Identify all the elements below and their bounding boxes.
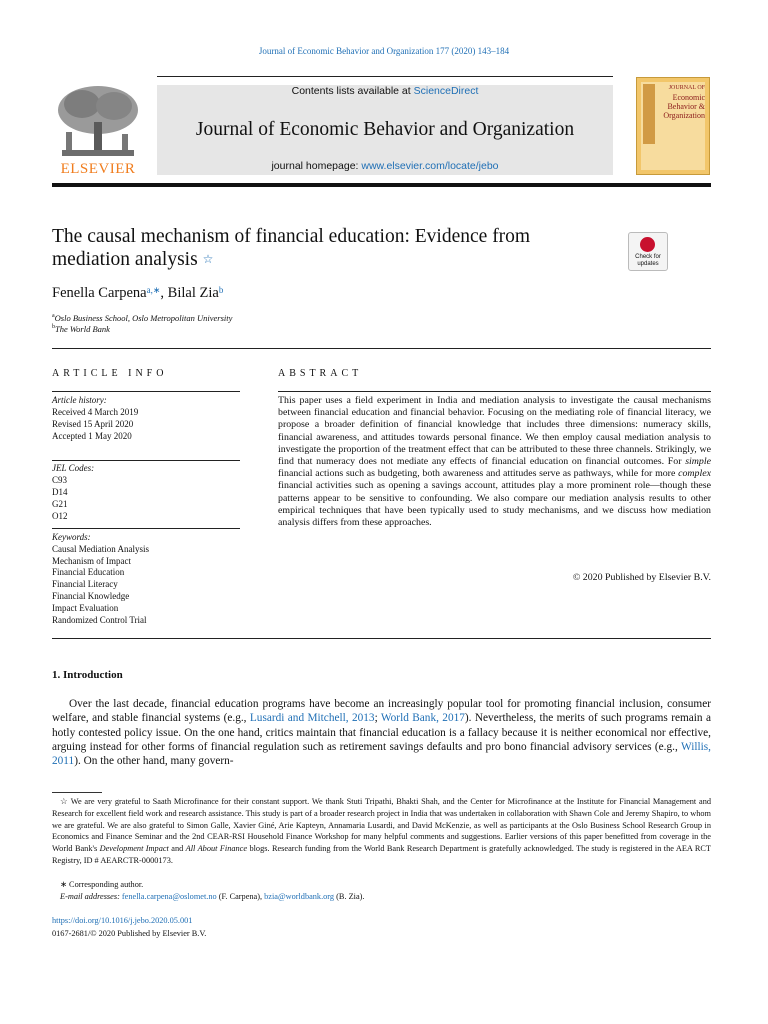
affiliation-b xyxy=(52,324,110,334)
issn-line: 0167-2681/© 2020 Published by Elsevier B.V. xyxy=(52,929,207,938)
abstract-copyright: © 2020 Published by Elsevier B.V. xyxy=(572,572,711,583)
jel-code: C93 xyxy=(52,475,68,485)
affiliation-mark: b xyxy=(52,324,55,330)
homepage-line xyxy=(157,160,613,172)
footnote-text: Corresponding author. xyxy=(69,880,144,889)
info-rule xyxy=(52,528,240,529)
intro-text: ; xyxy=(374,712,378,725)
contents-prefix: Contents lists available at xyxy=(291,85,411,97)
footnote-text: and xyxy=(171,844,184,854)
cover-line: Organization xyxy=(663,111,705,120)
keyword: Impact Evaluation xyxy=(52,602,119,613)
keyword: Financial Literacy xyxy=(52,579,118,590)
footnote-rule xyxy=(52,792,102,793)
check-for-updates-badge[interactable] xyxy=(628,232,668,271)
jel-codes xyxy=(52,462,242,522)
article-title xyxy=(52,225,612,271)
section-rule xyxy=(52,638,711,639)
email-owner: (F. Carpena), xyxy=(218,892,263,901)
corresponding-author-note xyxy=(60,879,143,889)
article-info-heading: ARTICLE INFO xyxy=(52,368,168,379)
sciencedirect-link[interactable]: ScienceDirect xyxy=(413,85,479,97)
author-name[interactable]: Bilal Zia xyxy=(167,285,219,301)
doi-link[interactable]: https://doi.org/10.1016/j.jebo.2020.05.001 xyxy=(52,916,193,925)
title-footnote-mark[interactable]: ☆ xyxy=(202,252,214,266)
cover-title xyxy=(645,84,705,120)
section-heading-introduction: 1. Introduction xyxy=(52,669,123,681)
author-name[interactable]: Fenella Carpena xyxy=(52,285,147,301)
acknowledgement-footnote xyxy=(52,796,711,867)
abstract-part: This paper uses a field experiment in India and mediation analysis to investigate the causal mechanisms between financial education and financial behavior. Focusing on the mediating role of financial literacy, we propose a broader definition of financial knowledge that includes three dimensions: numeracy skills, financial awareness, and attitudes towards personal finance. We then employ causal mediation analysis to investigate the proportion of the treatment effect that can be attributed to these three channels. Strikingly, we find that numeracy does not mediate any effects of financial education on financial outcomes. For xyxy=(278,395,711,468)
journal-homepage-link[interactable]: www.elsevier.com/locate/jebo xyxy=(361,160,499,172)
affiliation-text: The World Bank xyxy=(55,324,110,334)
cover-line: Economic xyxy=(672,93,705,102)
jel-code: D14 xyxy=(52,487,68,497)
elsevier-wordmark: ELSEVIER xyxy=(60,161,136,177)
jel-code: G21 xyxy=(52,499,68,509)
contents-line xyxy=(157,85,613,97)
author-affiliation-mark[interactable]: a,∗ xyxy=(146,285,161,295)
journal-title: Journal of Economic Behavior and Organization xyxy=(195,119,575,140)
author-list: Fenella Carpena$^{a,∗}$, Bilal Zia$^b$ xyxy=(52,285,224,301)
abstract-part: financial actions such as budgeting, both awareness and attitudes serve as pathways, while for more xyxy=(278,468,676,480)
keyword: Mechanism of Impact xyxy=(52,555,131,566)
footnote-text: blogs. Research funding from the World Bank Research Department is gratefully acknowledged. The study is registered in the AEA RCT Registry, ID # AEARCTR-0000173. xyxy=(52,844,712,865)
email-link[interactable]: bzia@worldbank.org xyxy=(264,892,335,901)
citation-link[interactable]: Lusardi and Mitchell, 2013 xyxy=(249,712,375,725)
elsevier-tree-icon xyxy=(52,82,144,160)
keyword: Financial Education xyxy=(52,567,125,578)
header-bottom-rule xyxy=(52,183,711,187)
cover-line: JOURNAL OF xyxy=(668,85,705,91)
intro-text: ). On the other hand, many govern- xyxy=(74,755,234,768)
affiliation-mark: a xyxy=(52,313,55,319)
journal-citation-header[interactable]: Journal of Economic Behavior and Organization 177 (2020) 143–184 xyxy=(258,46,510,56)
history-item: Accepted 1 May 2020 xyxy=(52,431,132,441)
history-label: Article history: xyxy=(52,395,107,405)
section-rule xyxy=(52,348,711,349)
crossmark-label: Check for updates xyxy=(635,254,661,267)
intro-text: ). Nevertheless, the merits of such programs remain a hotly contested policy issue. On the one hand, critics maintain that financial education is a fallacy because it is neither economical nor effective, arguing instead for other forms of financial regulation such as retirement savings defaults and pro bono financial advisory services (e.g., xyxy=(52,712,711,753)
jel-code: O12 xyxy=(52,511,68,521)
email-label: E-mail addresses: xyxy=(60,892,120,901)
elsevier-logo[interactable] xyxy=(52,82,144,178)
keywords-label: Keywords: xyxy=(52,532,91,542)
header-top-rule xyxy=(157,76,613,77)
author-affiliation-mark[interactable]: b xyxy=(218,285,224,295)
email-addresses xyxy=(60,892,365,901)
email-link[interactable]: fenella.carpena@oslomet.no xyxy=(121,892,217,901)
abstract-emphasis: complex xyxy=(678,468,711,480)
abstract-emphasis: simple xyxy=(685,456,712,468)
info-rule xyxy=(52,391,240,392)
jel-label: JEL Codes: xyxy=(52,463,95,473)
abstract-rule xyxy=(278,391,711,392)
article-history xyxy=(52,394,242,442)
abstract-part: financial activities such as opening a savings account, attitudes play a more prominent role—though these patterns appear to be sensitive to confounding. We also compare our mediation analysis results to other empirical techniques that have been typically used to study mechanisms, and we discuss how mediation analysis differs from these approaches. xyxy=(278,480,711,529)
intro-text: Over the last decade, financial education programs have become an increasingly popular tool for promoting financial inclusion, consumer welfare, and stable financial systems (e.g., xyxy=(52,698,711,725)
crossmark-icon xyxy=(640,237,655,252)
history-item: Received 4 March 2019 xyxy=(52,407,139,417)
homepage-prefix: journal homepage: xyxy=(271,160,359,172)
footnote-mark: ∗ xyxy=(60,880,67,889)
info-rule xyxy=(52,460,240,461)
blog-name: Development Impact xyxy=(99,844,169,854)
blog-name: All About Finance xyxy=(185,844,248,854)
keyword: Financial Knowledge xyxy=(52,590,130,601)
email-owner: (B. Zia). xyxy=(336,892,365,901)
introduction-paragraph xyxy=(52,697,711,768)
keyword: Randomized Control Trial xyxy=(52,614,147,625)
keyword: Causal Mediation Analysis xyxy=(52,543,149,554)
footnote-mark: ☆ xyxy=(60,797,69,806)
citation-link[interactable]: World Bank, 2017 xyxy=(380,712,465,725)
keywords xyxy=(52,532,242,626)
journal-banner xyxy=(157,85,613,175)
cover-line: Behavior & xyxy=(667,102,705,111)
footnote-text: We are very grateful to Saath Microfinance for their constant support. We thank Stuti Tripathi, Bhakti Shah, and the Center for Microfinance at the Institute for Financial Management and Research for excellent field work and research assistance. This study is part of a broader research project in India that was undertaken in collaboration with Shawn Cole and Jeremy Shapiro, to whom we are grateful. We are also grateful to Simon Galle, Xavier Giné, Arie Kapteyn, Annamaria Lusardi, and David McKenzie, as well as participants at the Oslo Business School Research Group in Economics and Finance Seminar and the 2nd CEAR-RSI Household Finance Workshop for many helpful comments and suggestions. Earlier versions of this paper benefitted from coverage in the World Bank's xyxy=(52,797,712,854)
article-title-text: The causal mechanism of financial education: Evidence from mediation analysis xyxy=(52,226,531,270)
history-item: Revised 15 April 2020 xyxy=(52,419,134,429)
affiliation-a xyxy=(52,313,232,323)
journal-cover-thumbnail[interactable] xyxy=(636,77,710,175)
citation-link[interactable]: Willis, 2011 xyxy=(52,740,711,768)
abstract-text xyxy=(278,395,711,529)
affiliation-text: Oslo Business School, Oslo Metropolitan University xyxy=(54,313,233,323)
abstract-heading: ABSTRACT xyxy=(278,368,363,379)
